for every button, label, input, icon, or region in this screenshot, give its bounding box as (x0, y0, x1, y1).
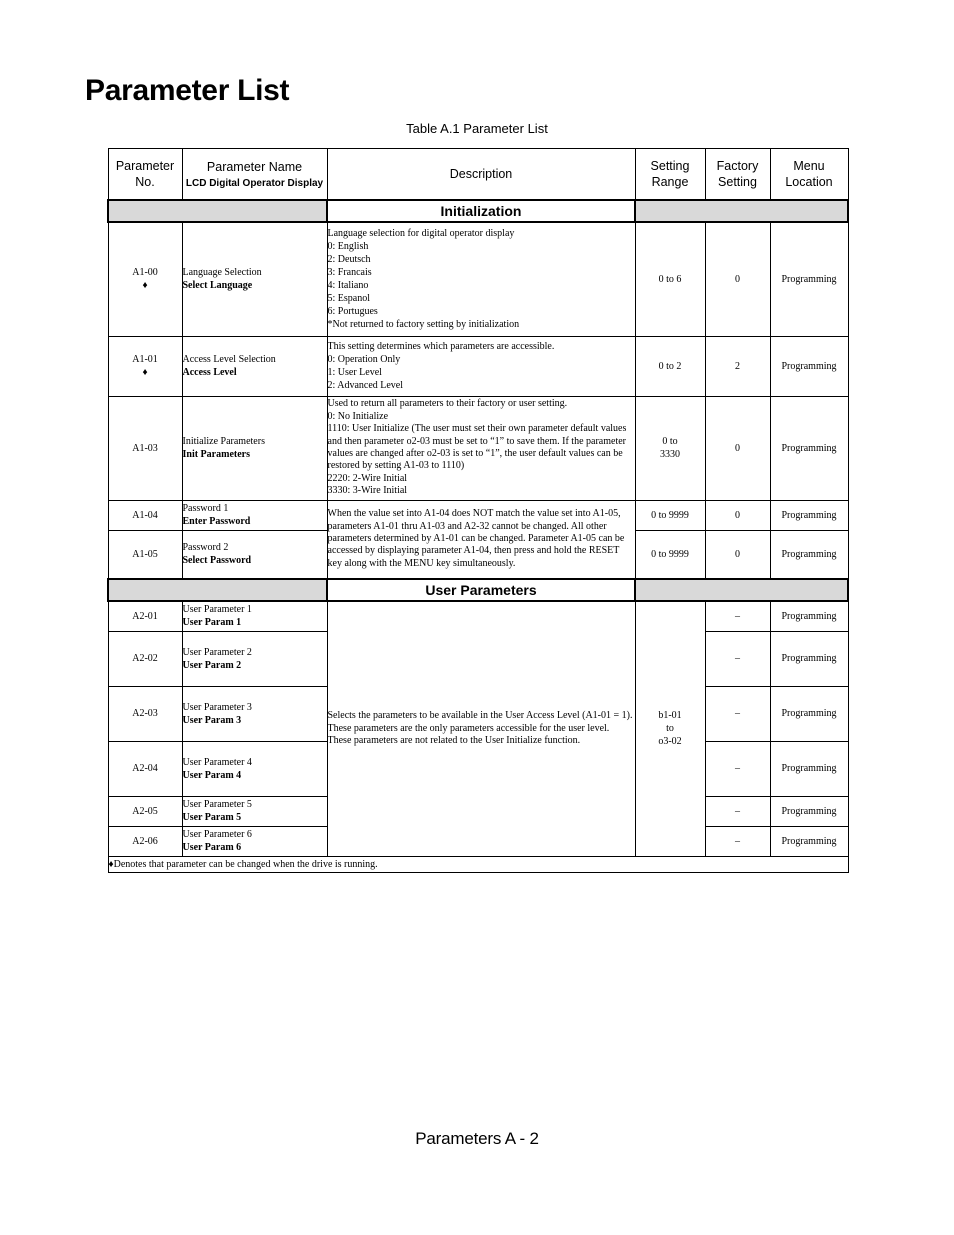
param-name-label: User Parameter 6 (182, 829, 252, 840)
desc-line: 2220: 2-Wire Initial (327, 472, 408, 484)
menu-location: Programming (770, 530, 848, 579)
running-change-mark: ♦ (142, 367, 148, 378)
param-name-label: Initialize Parameters (182, 436, 265, 447)
desc-line: 3330: 3-Wire Initial (327, 485, 408, 497)
param-no: A2-06 (108, 826, 182, 856)
param-no: A1-05 (108, 530, 182, 579)
param-no-value: A1-01 (132, 354, 158, 365)
menu-location: Programming (770, 741, 848, 796)
menu-location: Programming (770, 796, 848, 826)
param-no: A2-05 (108, 796, 182, 826)
menu-location: Programming (770, 222, 848, 336)
page-footer: Parameters A - 2 (415, 1129, 539, 1148)
param-name (182, 396, 327, 500)
param-display-name: User Param 6 (182, 842, 242, 853)
desc-line: 4: Italiano (327, 280, 369, 292)
param-display-name: User Param 2 (182, 659, 242, 671)
section-shade-left (108, 579, 327, 601)
setting-range: 0 to 9999 (635, 530, 705, 579)
setting-range-line: to (666, 723, 674, 735)
header-setting-range: Setting Range (635, 149, 705, 201)
footnote: ♦Denotes that parameter can be changed when the drive is running. (108, 856, 848, 872)
desc-line: 0: No Initialize (327, 410, 389, 422)
header-row (108, 149, 848, 201)
param-display-name: User Param 1 (182, 617, 242, 629)
factory-setting: – (705, 631, 770, 686)
desc-line: 2: Deutsch (327, 254, 371, 266)
header-param-no: Parameter No. (108, 149, 182, 201)
setting-range: 0 to 2 (635, 336, 705, 396)
section-initialization (108, 200, 848, 222)
factory-setting: 0 (705, 530, 770, 579)
param-name (182, 631, 327, 686)
param-no: A2-04 (108, 741, 182, 796)
param-name-label: User Parameter 1 (182, 604, 252, 616)
menu-location: Programming (770, 631, 848, 686)
param-name-label: User Parameter 5 (182, 799, 252, 810)
desc-line: 0: Operation Only (327, 354, 401, 365)
factory-setting: – (705, 601, 770, 631)
header-description: Description (327, 149, 635, 201)
setting-range-line: b1-01 (658, 710, 682, 722)
param-name (182, 741, 327, 796)
param-description (327, 396, 635, 500)
setting-range (635, 396, 705, 500)
param-display-name: Access Level (182, 367, 237, 378)
table-row (108, 601, 848, 631)
setting-range-line: 3330 (660, 449, 680, 460)
desc-line: 3: Francais (327, 267, 372, 279)
table-caption: Table A.1 Parameter List (406, 121, 548, 136)
param-name-label: Password 1 (182, 503, 229, 514)
header-param-name (182, 149, 327, 201)
desc-line: 5: Espanol (327, 293, 370, 305)
param-display-name: User Param 4 (182, 769, 242, 781)
user-param-description: Selects the parameters to be available in the User Access Level (A1-01 = 1). These parameters are the only parameters accessible for the user level. These parameters are not related to the User Initialize function. (327, 601, 635, 856)
section-title-initialization: Initialization (327, 200, 635, 222)
desc-line: 6: Portugues (327, 306, 378, 318)
param-no (108, 336, 182, 396)
factory-setting: 0 (705, 500, 770, 530)
setting-range-line: o3-02 (658, 736, 682, 748)
param-name-label: Password 2 (182, 542, 229, 554)
footnote-row (108, 856, 848, 872)
param-no: A1-04 (108, 500, 182, 530)
param-name-label: User Parameter 3 (182, 701, 252, 713)
param-name-label: Access Level Selection (182, 354, 276, 365)
param-display-name: Init Parameters (182, 449, 250, 460)
param-name (182, 530, 327, 579)
param-name (182, 686, 327, 741)
desc-line: 2: Advanced Level (327, 380, 404, 391)
param-display-name: User Param 5 (182, 812, 242, 823)
header-factory-setting: Factory Setting (705, 149, 770, 201)
param-no: A2-02 (108, 631, 182, 686)
table-row (108, 396, 848, 500)
factory-setting: – (705, 826, 770, 856)
desc-line: 1: User Level (327, 367, 382, 378)
param-display-name: Enter Password (182, 516, 251, 527)
factory-setting: 0 (705, 222, 770, 336)
param-name-label: User Parameter 4 (182, 756, 252, 768)
factory-setting: – (705, 741, 770, 796)
factory-setting: – (705, 686, 770, 741)
desc-line: This setting determines which parameters are accessible. (327, 341, 555, 352)
menu-location: Programming (770, 601, 848, 631)
table-row (108, 500, 848, 530)
param-display-name: User Param 3 (182, 714, 242, 726)
factory-setting: 0 (705, 396, 770, 500)
setting-range: 0 to 6 (635, 222, 705, 336)
header-menu-location: Menu Location (770, 149, 848, 201)
param-no: A2-01 (108, 601, 182, 631)
table-row (108, 222, 848, 336)
param-no-value: A1-00 (132, 267, 158, 279)
parameter-table (107, 148, 849, 873)
factory-setting: – (705, 796, 770, 826)
menu-location: Programming (770, 396, 848, 500)
page-title: Parameter List (85, 74, 290, 107)
running-change-mark: ♦ (142, 280, 148, 292)
password-description: When the value set into A1-04 does NOT match the value set into A1-05, parameters A1-01 thru A1-03 and A2-32 cannot be changed. All other parameters determined by A1-01 can be changed. Parameter A1-05 can be accessed by displaying parameter A1-04, then press and hold the RESET key along with the MENU key simultaneously. (327, 500, 635, 579)
param-name (182, 500, 327, 530)
setting-range-line: 0 to (662, 436, 678, 447)
desc-line: 1110: User Initialize (The user must set their own parameter default values and then parameter o2-03 must be set to “1” to save them. If the parameter values are changed after o2-03 is set to “1”, the user default values can be restored by setting A1-03 to 1110) (327, 423, 627, 472)
section-user-parameters (108, 579, 848, 601)
setting-range: 0 to 9999 (635, 500, 705, 530)
param-name (182, 601, 327, 631)
param-name (182, 796, 327, 826)
menu-location: Programming (770, 686, 848, 741)
user-setting-range (635, 601, 705, 856)
header-param-name-sub: LCD Digital Operator Display (185, 177, 324, 189)
menu-location: Programming (770, 336, 848, 396)
param-display-name: Select Language (182, 280, 253, 292)
factory-setting: 2 (705, 336, 770, 396)
param-no: A1-03 (108, 396, 182, 500)
param-no (108, 222, 182, 336)
section-shade-right (635, 200, 848, 222)
section-shade-left (108, 200, 327, 222)
desc-line: 0: English (327, 241, 369, 253)
menu-location: Programming (770, 826, 848, 856)
param-display-name: Select Password (182, 555, 252, 567)
menu-location: Programming (770, 500, 848, 530)
desc-line: Language selection for digital operator display (327, 228, 515, 240)
section-shade-right (635, 579, 848, 601)
desc-line: Used to return all parameters to their factory or user setting. (327, 398, 568, 410)
header-param-name-label: Parameter Name (206, 159, 303, 174)
param-description (327, 336, 635, 396)
param-description (327, 222, 635, 336)
param-name-label: User Parameter 2 (182, 646, 252, 658)
desc-line: *Not returned to factory setting by initialization (327, 319, 520, 331)
param-name (182, 222, 327, 336)
param-name (182, 336, 327, 396)
param-no: A2-03 (108, 686, 182, 741)
param-name (182, 826, 327, 856)
table-row (108, 336, 848, 396)
section-title-user-parameters: User Parameters (327, 579, 635, 601)
param-name-label: Language Selection (182, 267, 262, 279)
